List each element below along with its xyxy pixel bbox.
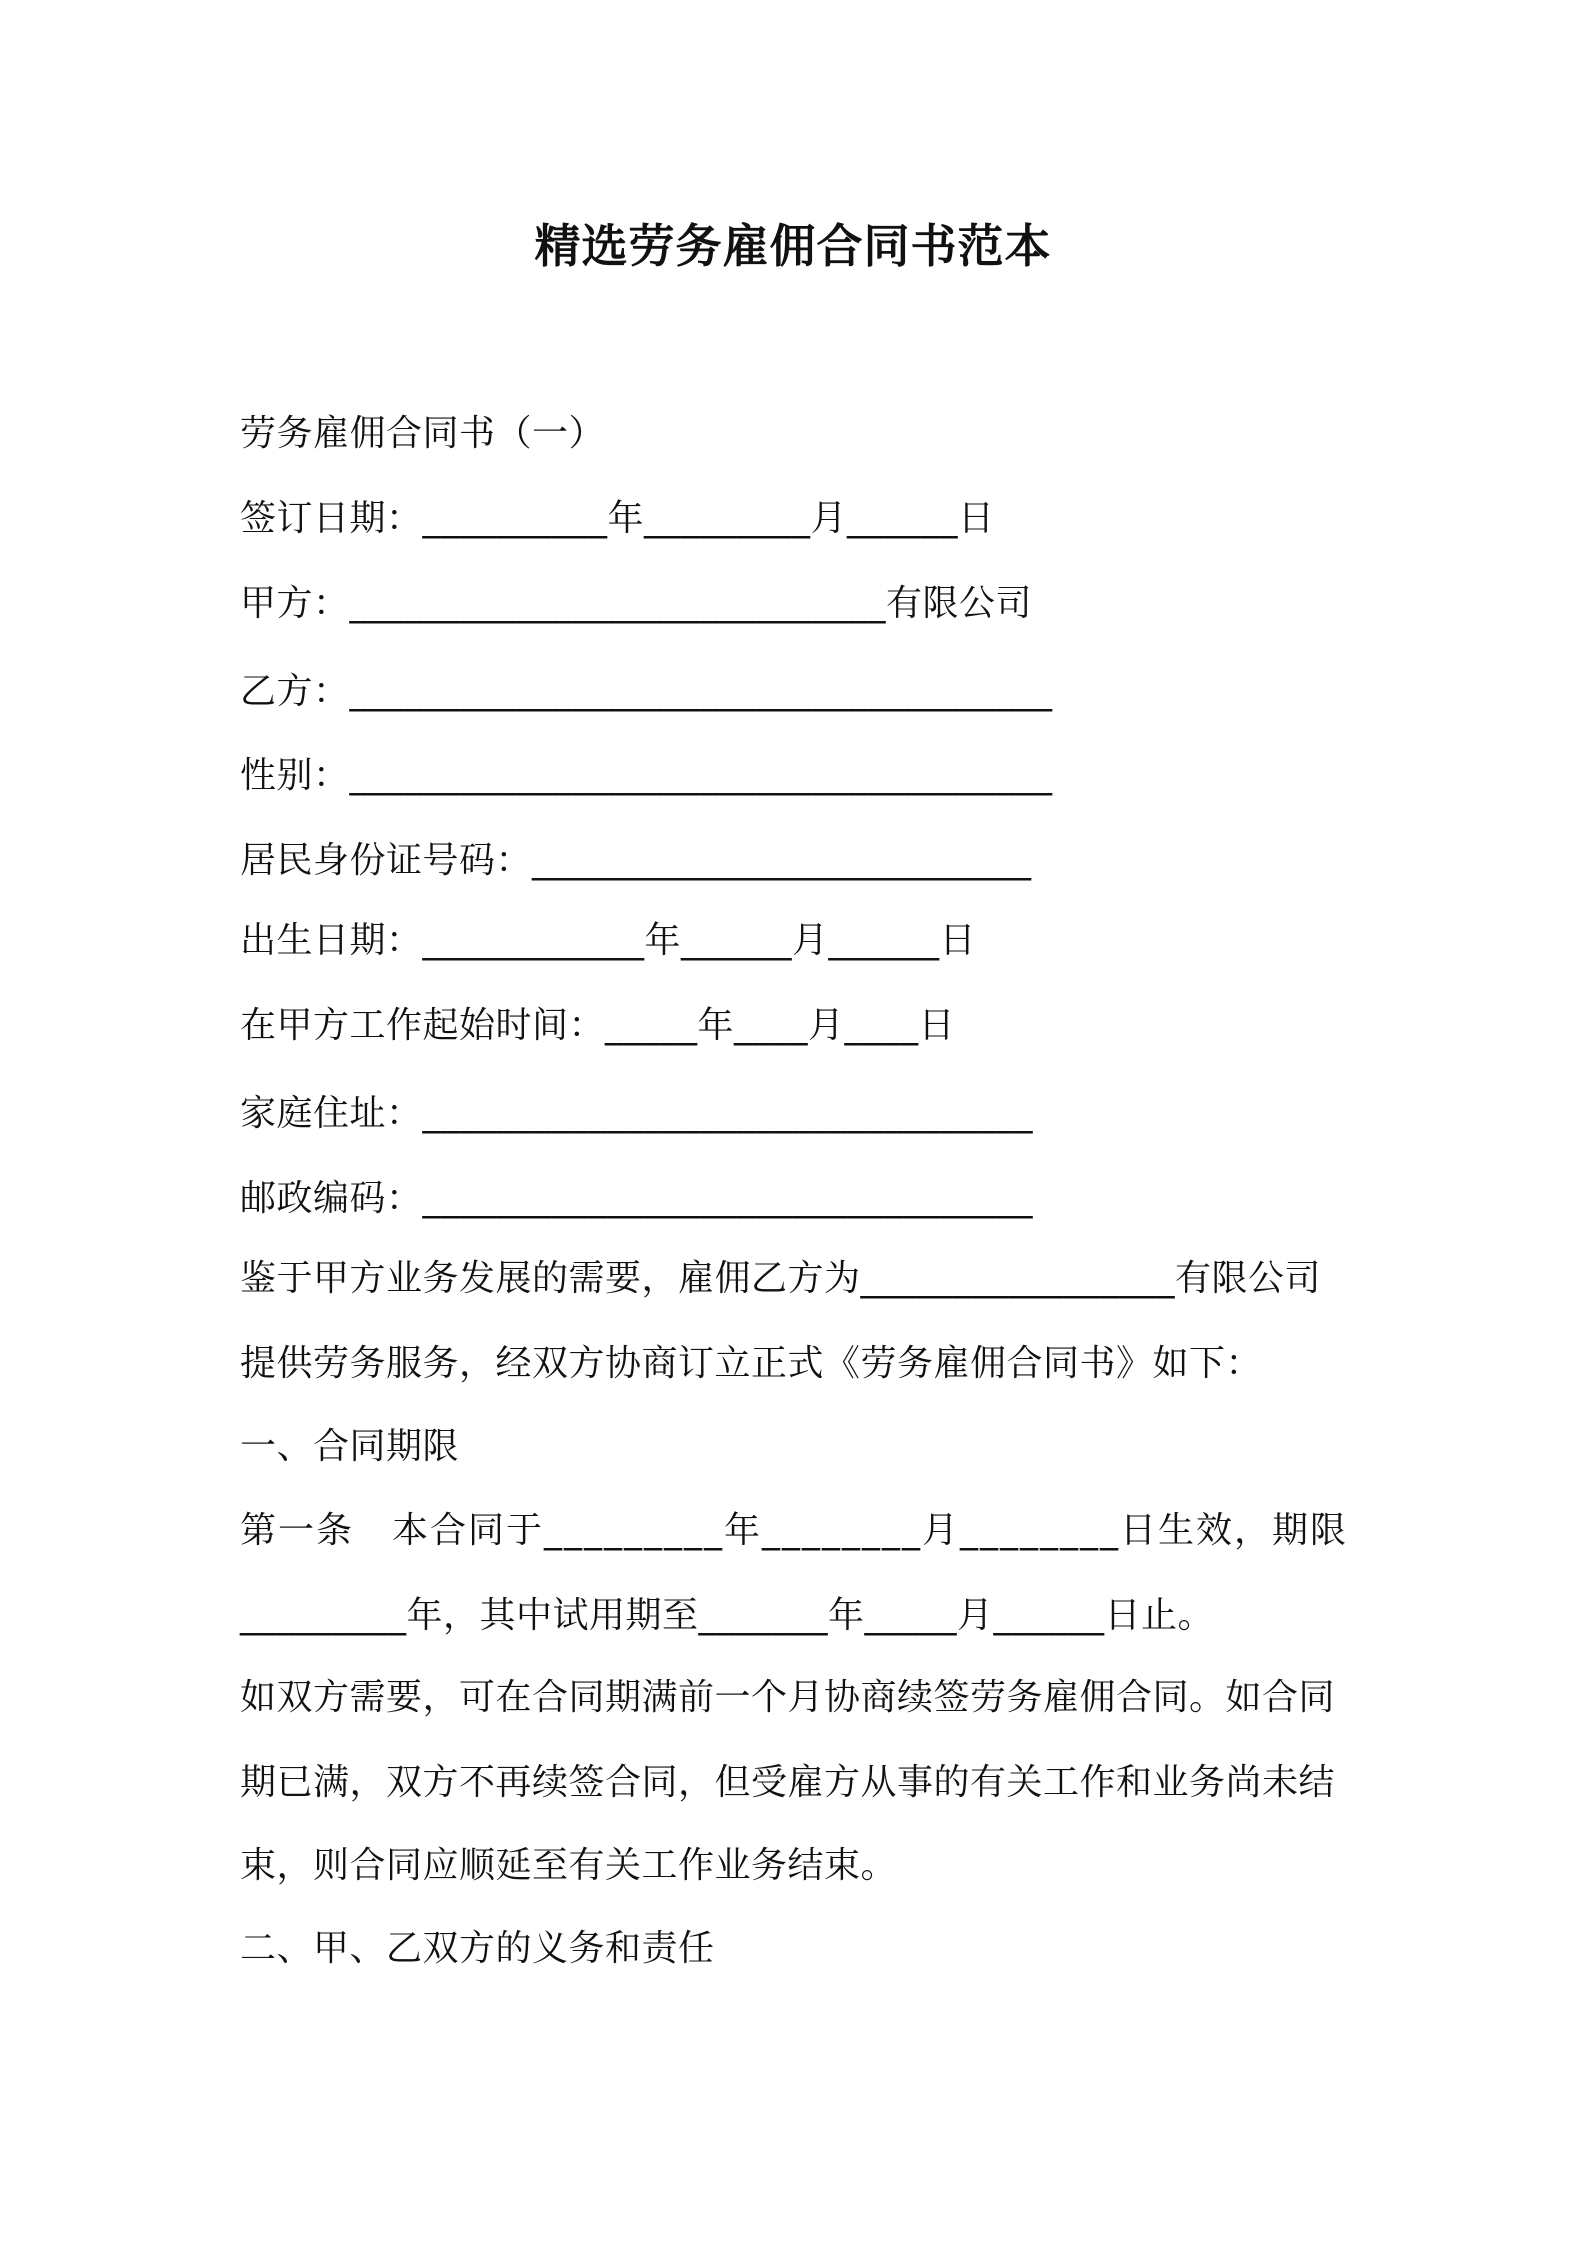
paragraph-line: 束，则合同应顺延至有关工作业务结束。 [240,1845,898,1886]
signing-date-field: 签订日期：__________年_________月______日 [240,498,995,539]
article-one-line: 第一条 本合同于_________年________月________日生效，期限 [240,1510,1349,1551]
section-heading: 二、甲、乙双方的义务和责任 [240,1928,715,1969]
home-address-field: 家庭住址：_________________________________ [240,1093,1034,1134]
id-number-field: 居民身份证号码：___________________________ [240,840,1032,881]
section-heading: 一、合同期限 [240,1426,460,1467]
paragraph-line: 如双方需要，可在合同期满前一个月协商续签劳务雇佣合同。如合同 [240,1677,1336,1718]
article-one-line: _________年，其中试用期至_______年_____月______日止。 [240,1595,1215,1636]
paragraph-line: 提供劳务服务，经双方协商订立正式《劳务雇佣合同书》如下： [240,1343,1263,1384]
paragraph-line: 期已满，双方不再续签合同，但受雇方从事的有关工作和业务尚未结 [240,1762,1336,1803]
start-date-field: 在甲方工作起始时间：_____年____月____日 [240,1005,956,1046]
postal-code-field: 邮政编码：_________________________________ [240,1178,1034,1219]
paragraph-line: 鉴于甲方业务发展的需要，雇佣乙方为_________________有限公司 [240,1258,1322,1299]
party-a-field: 甲方：_____________________________有限公司 [240,583,1033,624]
contract-subtitle: 劳务雇佣合同书（一） [240,413,606,454]
document-title: 精选劳务雇佣合同书范本 [534,219,1052,273]
birth-date-field: 出生日期：____________年______月______日 [240,920,977,961]
party-b-field: 乙方：______________________________________ [240,671,1053,712]
gender-field: 性别：______________________________________ [240,755,1053,796]
